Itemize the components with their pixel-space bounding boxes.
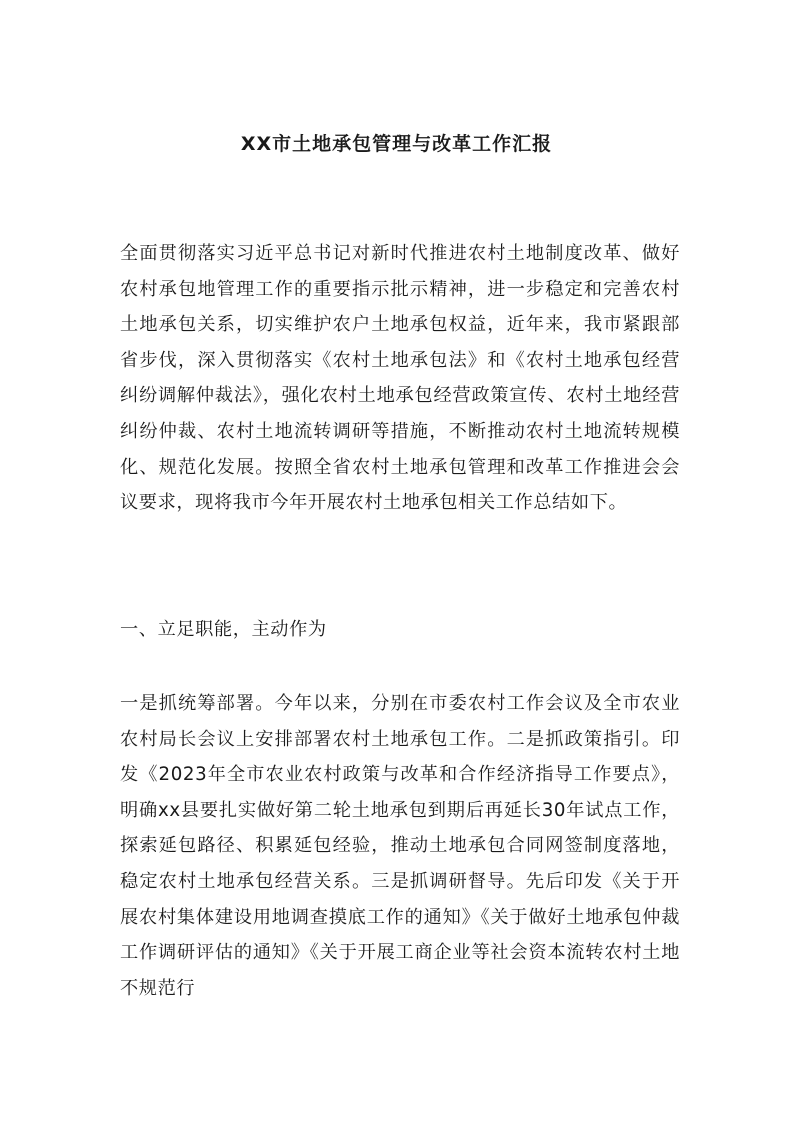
section-heading: 一、立足职能，主动作为 [120, 619, 327, 640]
intro-paragraph: 全面贯彻落实习近平总书记对新时代推进农村土地制度改革、做好农村承包地管理工作的重要指示批示精神，进一步稳定和完善农村土地承包关系，切实维护农户土地承包权益，近年来，我市紧跟部省步伐，深入贯彻落实《农村土地承包法》和《农村土地承包经营纠纷调解仲裁法》，强化农村土地承包经营政策宣传、农村土地经营纠纷仲裁、农村土地流转调研等措施，不断推动农村土地流转规模化、规范化发展。按照全省农村土地承包管理和改革工作推进会会议要求，现将我市今年开展农村土地承包相关工作总结如下。 [120, 243, 680, 514]
document-title: XX市土地承包管理与改革工作汇报 [240, 133, 553, 155]
section-body-paragraph: 一是抓统筹部署。今年以来，分别在市委农村工作会议及全市农业农村局长会议上安排部署农村土地承包工作。二是抓政策指引。印发《2023年全市农业农村政策与改革和合作经济指导工作要点》，明确xx县要扎实做好第二轮土地承包到期后再延长30年试点工作，探索延包路径、积累延包经验，推动土地承包合同网签制度落地，稳定农村土地承包经营关系。三是抓调研督导。先后印发《关于开展农村集体建设用地调查摸底工作的通知》《关于做好土地承包仲裁工作调研评估的通知》《关于开展工商企业等社会资本流转农村土地不规范行 [120, 693, 680, 999]
